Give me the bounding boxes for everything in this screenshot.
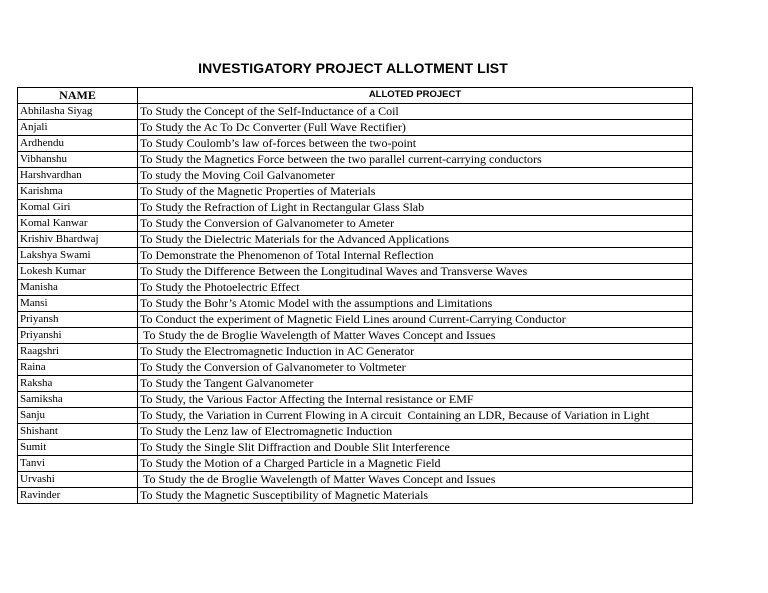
student-name: Krishiv Bhardwaj	[18, 232, 138, 248]
project-title: To Study, the Variation in Current Flowing in A circuit Containing an LDR, Because of Variation in Light	[138, 408, 693, 424]
table-row	[18, 200, 693, 216]
table-row	[18, 488, 693, 504]
table-row	[18, 264, 693, 280]
student-name: Komal Giri	[18, 200, 138, 216]
project-title: To Study, the Various Factor Affecting the Internal resistance or EMF	[138, 392, 693, 408]
table-row	[18, 248, 693, 264]
student-name: Vibhanshu	[18, 152, 138, 168]
project-title: To Study the Photoelectric Effect	[138, 280, 693, 296]
student-name: Karishma	[18, 184, 138, 200]
table-row	[18, 104, 693, 120]
student-name: Sanju	[18, 408, 138, 424]
student-name: Mansi	[18, 296, 138, 312]
student-name: Raksha	[18, 376, 138, 392]
student-name: Abhilasha Siyag	[18, 104, 138, 120]
student-name: Raina	[18, 360, 138, 376]
project-title: To Study the Magnetics Force between the two parallel current-carrying conductors	[138, 152, 693, 168]
student-name: Lokesh Kumar	[18, 264, 138, 280]
project-title: To Study Coulomb’s law of-forces between the two-point	[138, 136, 693, 152]
table-row	[18, 376, 693, 392]
project-title: To Study of the Magnetic Properties of Materials	[138, 184, 693, 200]
student-name: Manisha	[18, 280, 138, 296]
project-title: To Study the Magnetic Susceptibility of Magnetic Materials	[138, 488, 693, 504]
project-title: To Study the Tangent Galvanometer	[138, 376, 693, 392]
project-title: To Study the Conversion of Galvanometer to Voltmeter	[138, 360, 693, 376]
table-row	[18, 392, 693, 408]
table-header-row	[18, 88, 693, 104]
table-row	[18, 120, 693, 136]
table-row	[18, 456, 693, 472]
project-title: To Study the Concept of the Self-Inductance of a Coil	[138, 104, 693, 120]
project-title: To Study the Bohr’s Atomic Model with the assumptions and Limitations	[138, 296, 693, 312]
student-name: Ardhendu	[18, 136, 138, 152]
student-name: Raagshri	[18, 344, 138, 360]
table-row	[18, 360, 693, 376]
project-title: To Study the Single Slit Diffraction and Double Slit Interference	[138, 440, 693, 456]
project-title: To Study the Lenz law of Electromagnetic Induction	[138, 424, 693, 440]
student-name: Urvashi	[18, 472, 138, 488]
table-row	[18, 232, 693, 248]
student-name: Komal Kanwar	[18, 216, 138, 232]
project-title: To Study the Ac To Dc Converter (Full Wave Rectifier)	[138, 120, 693, 136]
project-title: To Study the Difference Between the Longitudinal Waves and Transverse Waves	[138, 264, 693, 280]
student-name: Ravinder	[18, 488, 138, 504]
table-row	[18, 216, 693, 232]
student-name: Sumit	[18, 440, 138, 456]
column-header-project: ALLOTED PROJECT	[138, 88, 693, 104]
project-title: To Study the Dielectric Materials for the Advanced Applications	[138, 232, 693, 248]
student-name: Lakshya Swami	[18, 248, 138, 264]
student-name: Anjali	[18, 120, 138, 136]
student-name: Harshvardhan	[18, 168, 138, 184]
table-row	[18, 296, 693, 312]
allotment-table	[17, 87, 693, 504]
project-title: To study the Moving Coil Galvanometer	[138, 168, 693, 184]
student-name: Priyanshi	[18, 328, 138, 344]
project-title: To Study the de Broglie Wavelength of Matter Waves Concept and Issues	[138, 472, 693, 488]
table-row	[18, 184, 693, 200]
student-name: Tanvi	[18, 456, 138, 472]
column-header-name: NAME	[18, 88, 138, 104]
table-row	[18, 408, 693, 424]
project-title: To Study the Conversion of Galvanometer to Ameter	[138, 216, 693, 232]
table-row	[18, 328, 693, 344]
table-row	[18, 280, 693, 296]
table-row	[18, 440, 693, 456]
table-row	[18, 312, 693, 328]
table-row	[18, 136, 693, 152]
table-row	[18, 152, 693, 168]
project-title: To Study the de Broglie Wavelength of Matter Waves Concept and Issues	[138, 328, 693, 344]
table-row	[18, 472, 693, 488]
project-title: To Demonstrate the Phenomenon of Total Internal Reflection	[138, 248, 693, 264]
table-row	[18, 424, 693, 440]
project-title: To Study the Electromagnetic Induction in AC Generator	[138, 344, 693, 360]
project-title: To Conduct the experiment of Magnetic Field Lines around Current-Carrying Conductor	[138, 312, 693, 328]
student-name: Priyansh	[18, 312, 138, 328]
table-row	[18, 168, 693, 184]
student-name: Samiksha	[18, 392, 138, 408]
project-title: To Study the Motion of a Charged Particle in a Magnetic Field	[138, 456, 693, 472]
page-title: INVESTIGATORY PROJECT ALLOTMENT LIST	[198, 60, 508, 76]
table-row	[18, 344, 693, 360]
student-name: Shishant	[18, 424, 138, 440]
project-title: To Study the Refraction of Light in Rectangular Glass Slab	[138, 200, 693, 216]
